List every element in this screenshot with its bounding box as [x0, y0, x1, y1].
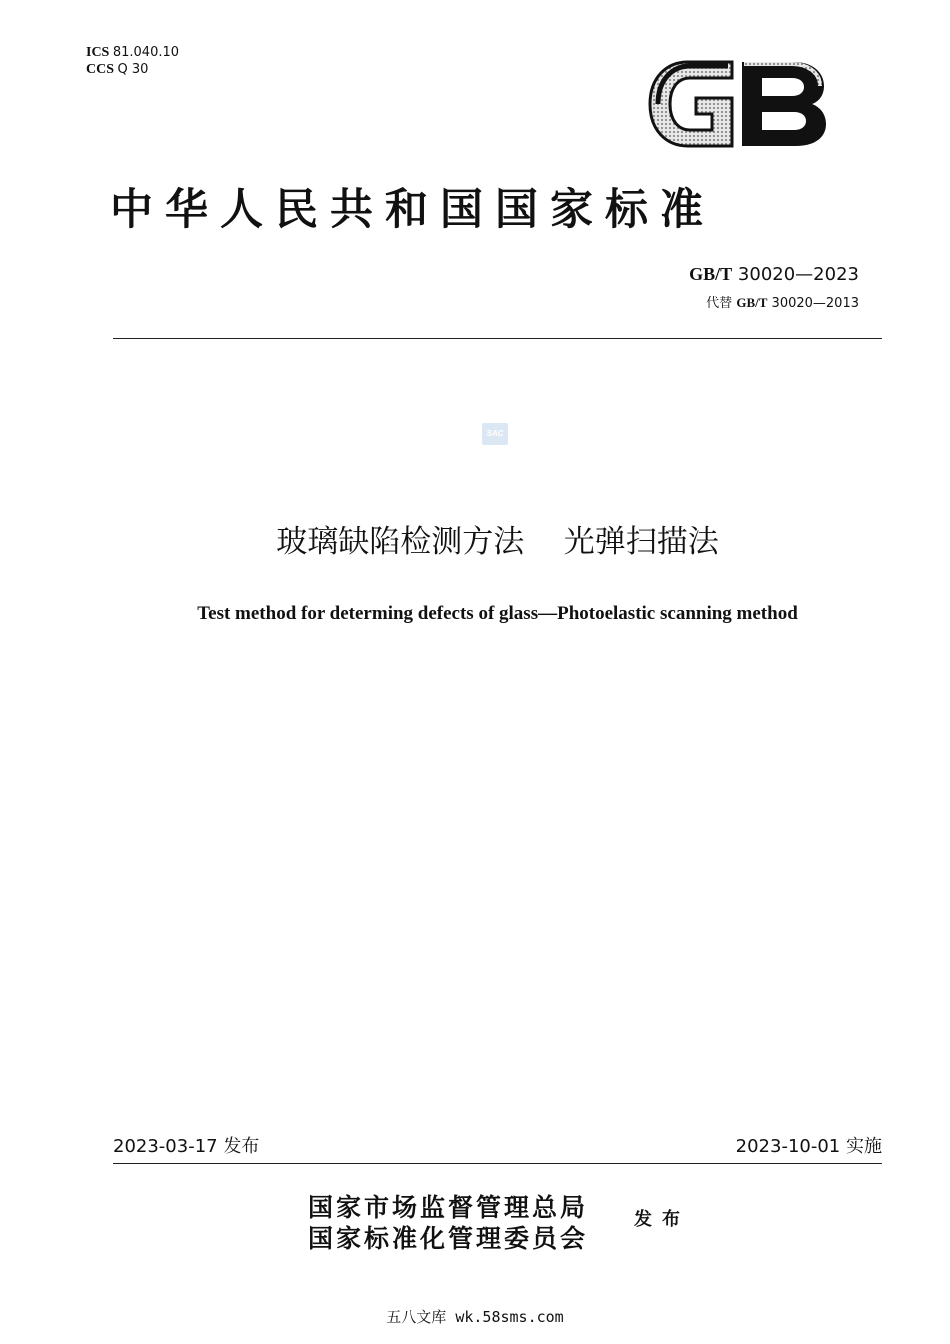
implemented-date-label: 实施: [846, 1136, 882, 1157]
replaces-prefix: GB/T: [736, 295, 768, 310]
ccs-label: CCS: [86, 62, 115, 77]
classification-codes: [86, 44, 179, 78]
implemented-date: [736, 1135, 882, 1159]
issue-action: 发布: [634, 1209, 690, 1230]
issuer-line-2: 国家标准化管理委员会: [308, 1224, 589, 1253]
ics-label: ICS: [86, 45, 110, 60]
english-title: Test method for determing defects of glass—Photoelastic scanning method: [197, 603, 798, 624]
replaces-label: 代替: [706, 296, 733, 311]
standard-code-number: 30020—2023: [737, 264, 859, 285]
replaces-standard: [706, 294, 859, 313]
ics-value: 81.040.10: [112, 45, 180, 60]
sac-logo-watermark-icon: SAC: [482, 423, 508, 445]
ccs-value: Q 30: [117, 62, 149, 77]
gb-standard-logo-icon: [644, 54, 832, 154]
footer-watermark: 五八文库 wk.58sms.com: [386, 1308, 564, 1326]
issuing-authorities: [308, 1192, 588, 1254]
issuer-line-1: 国家市场监督管理总局: [308, 1193, 589, 1222]
issued-date-label: 发布: [223, 1136, 260, 1157]
top-divider: [113, 338, 882, 339]
ccs-line: [86, 61, 179, 78]
ics-line: [86, 44, 179, 61]
standard-code-prefix: GB/T: [689, 264, 733, 284]
replaces-number: 30020—2013: [771, 296, 859, 311]
national-standard-title: 中华人民共和国国家标准: [110, 185, 715, 235]
gb-logo-text: GB: [644, 54, 646, 55]
standard-code: [689, 262, 859, 287]
chinese-title: 玻璃缺陷检测方法 光弹扫描法: [276, 524, 719, 560]
issued-date-value: 2023-03-17: [113, 1136, 218, 1157]
bottom-divider: [113, 1163, 882, 1164]
issued-date: [113, 1135, 259, 1159]
implemented-date-value: 2023-10-01: [735, 1136, 841, 1157]
